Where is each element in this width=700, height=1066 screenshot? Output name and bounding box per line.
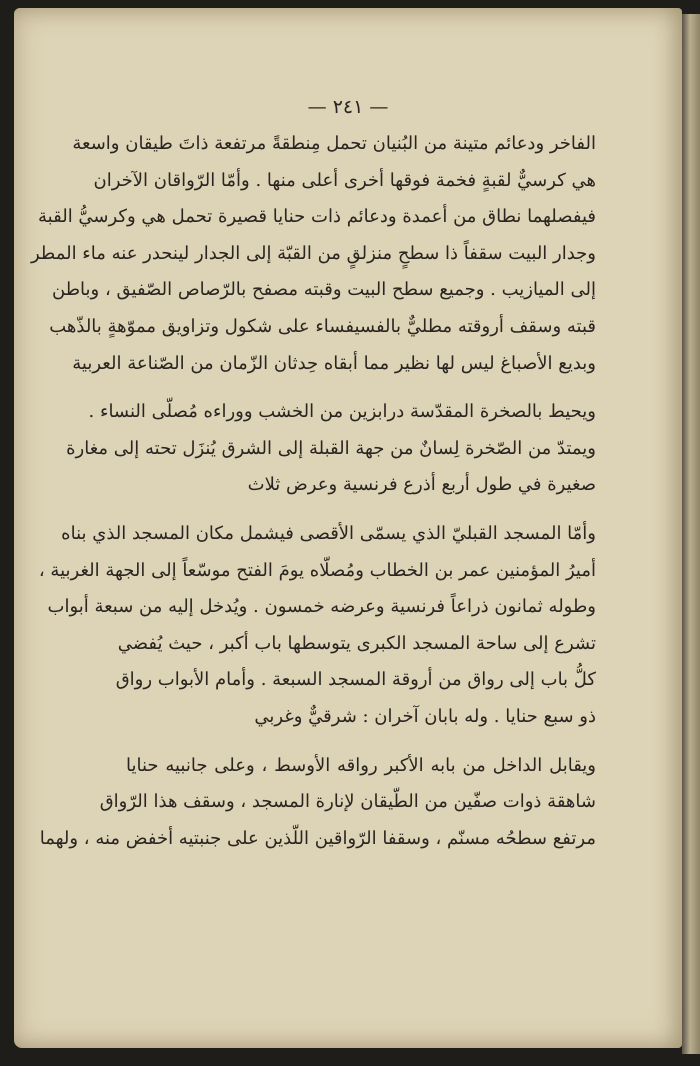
paragraph-3 — [38, 516, 596, 736]
text-line: قبته وسقف أروقته مطليٌّ بالفسيفساء على شكول وتزاويق مموّهةٍ بالذّهب — [49, 315, 596, 337]
text-line: الفاخر ودعائم متينة من البُنيان تحمل مِنطقةً مرتفعة ذاتَ طيقان واسعة — [72, 133, 596, 154]
text-line: مرتفع سطحُه مسنّم ، وسقفا الرّواقين اللّذين على جنبتيه أخفض منه ، ولهما — [39, 827, 596, 849]
text-line: هي كرسيٌّ لقبةٍ فخمة فوقها أخرى أعلى منها . وأمّا الرّواقان الآخران — [93, 169, 596, 191]
text-line: صغيرة في طول أربع أذرع فرنسية وعرض ثلاث — [247, 474, 596, 496]
text-line: وبديع الأصباغ ليس لها نظير مما أبقاه حِدثان الزّمان من الصّناعة العربية — [72, 352, 596, 374]
text-line: ويمتدّ من الصّخرة لِسانٌ من جهة القبلة إلى الشرق يُنزَل تحته إلى مغارة — [66, 437, 596, 459]
text-line: ذو سبع حنايا . وله بابان آخران : شرقيٌّ وغربي — [254, 705, 596, 727]
text-line: أميرُ المؤمنين عمر بن الخطاب ومُصلّاه يومَ الفتح موسّعاً إلى الجهة الغربية ، — [38, 559, 596, 581]
text-line: ويحيط بالصخرة المقدّسة درابزين من الخشب ووراءه مُصلّى النساء . — [88, 401, 596, 423]
body-text — [31, 126, 596, 869]
text-line: ويقابل الداخل من بابه الأكبر رواقه الأوسط ، وعلى جانبيه حنايا — [126, 754, 596, 776]
adjacent-page-edge — [682, 14, 700, 1054]
book-page — [14, 8, 682, 1048]
text-line: شاهقة ذوات صفّين من الطّيقان لإنارة المسجد ، وسقف هذا الرّواق — [99, 791, 596, 813]
page-number: — ٢٤١ — — [307, 96, 389, 118]
text-line: وطوله ثمانون ذراعاً فرنسية وعرضه خمسون . ويُدخل إليه من سبعة أبواب — [47, 596, 596, 618]
text-line: تشرع إلى ساحة المسجد الكبرى يتوسطها باب أكبر ، حيث يُفضي — [117, 632, 596, 654]
text-line: كلُّ باب إلى رواق من أروقة المسجد السبعة . وأمام الأبواب رواق — [115, 669, 596, 691]
paragraph-2 — [66, 394, 596, 504]
paragraph-1 — [31, 126, 596, 382]
paragraph-4 — [39, 748, 596, 858]
text-line: إلى الميازيب . وجميع سطح البيت وقبته مصفح بالرّصاص الصّفيق ، وباطن — [52, 279, 596, 301]
text-line: وجدار البيت سقفاً ذا سطحٍ منزلقٍ من القبّة إلى الجدار لينحدر عنه ماء المطر — [31, 242, 596, 264]
text-line: فيفصلهما نطاق من أعمدة ودعائم ذات حنايا قصيرة تحمل هي وكرسيُّ القبة — [38, 206, 596, 228]
text-line: وأمّا المسجد القبليّ الذي يسمّى الأقصى فيشمل مكان المسجد الذي بناه — [61, 522, 596, 544]
